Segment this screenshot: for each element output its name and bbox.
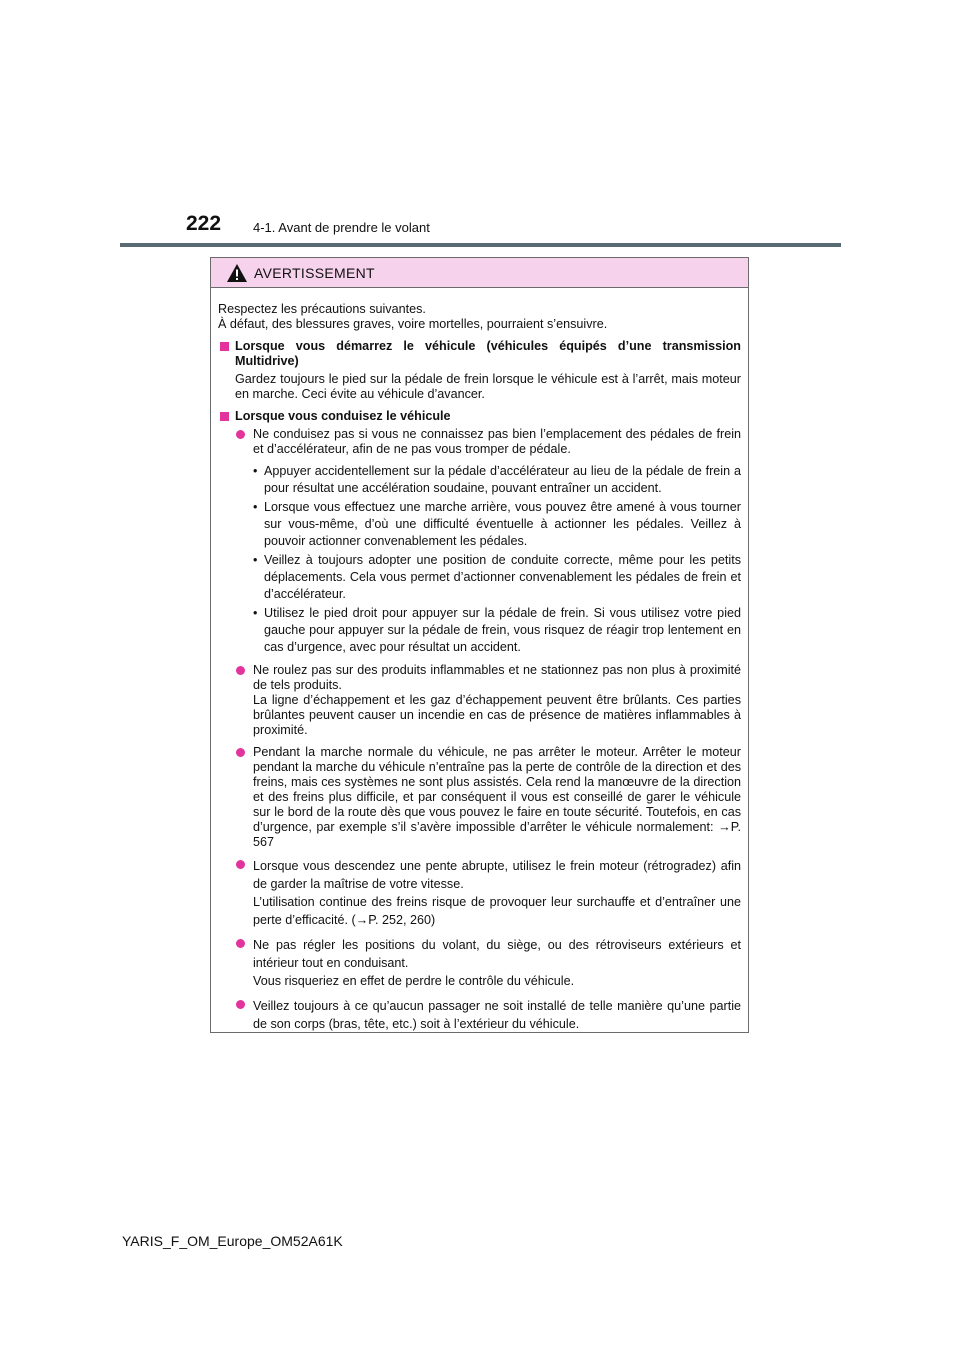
round-bullet-icon [236, 860, 245, 869]
round-bullet-icon [236, 748, 245, 757]
sub-item [218, 552, 741, 603]
sub-list [218, 463, 741, 656]
bullet-text: Vous risqueriez en effet de perdre le contrôle du véhicule. [253, 974, 575, 988]
warning-content [211, 288, 748, 1033]
sub-item [218, 499, 741, 550]
bullet-text: Ne roulez pas sur des produits inflammables et ne stationnez pas non plus à proximité de tels produits. [253, 663, 741, 692]
square-bullet-icon [220, 342, 229, 351]
bullet-text: L’utilisation continue des freins risque de provoquer leur surchauffe et d’entraîner une perte d’efficacité. (→P. 252, 260) [253, 895, 741, 927]
small-dot-icon: • [253, 500, 258, 514]
sub-item-text: Utilisez le pied droit pour appuyer sur la pédale de frein. Si vous utilisez votre pied gauche pour appuyer sur la pédale de frein, vous risquez de réagir trop lentement en cas d’urgence, avec pour résultat un accident. [264, 606, 741, 654]
intro-line: À défaut, des blessures graves, voire mortelles, pourraient s’ensuivre. [218, 317, 608, 331]
sub-item-text: Lorsque vous effectuez une marche arrière, vous pouvez être amené à vous tourner sur vous-même, d’où une difficulté éventuelle à actionner les pédales. Veillez à pouvoir actionner convenablement les pédales. [264, 500, 741, 548]
warning-title: AVERTISSEMENT [254, 264, 375, 281]
bullet-text: Lorsque vous descendez une pente abrupte, utilisez le frein moteur (rétrogradez) afin de garder la maîtrise de votre vitesse. [253, 859, 741, 891]
round-bullet-icon [236, 939, 245, 948]
section-heading-text: Lorsque vous conduisez le véhicule [235, 409, 451, 423]
warning-intro [218, 302, 741, 332]
list-item [218, 936, 741, 990]
section-heading-text: Lorsque vous démarrez le véhicule (véhicules équipés d’une transmission Multidrive) [235, 339, 741, 368]
small-dot-icon: • [253, 464, 258, 478]
bullet-text: Ne conduisez pas si vous ne connaissez pas bien l’emplacement des pédales de frein et d’accélérateur, afin de ne pas vous tromper de pédale. [253, 427, 741, 456]
list-item [218, 857, 741, 929]
section-starting [218, 339, 741, 402]
list-item [218, 427, 741, 457]
header-rule [120, 243, 841, 247]
round-bullet-icon [236, 430, 245, 439]
intro-line: Respectez les précautions suivantes. [218, 302, 426, 316]
section-heading [218, 339, 741, 369]
warning-box [210, 257, 749, 1033]
small-dot-icon: • [253, 606, 258, 620]
round-bullet-icon [236, 1000, 245, 1009]
list-item [218, 997, 741, 1033]
section-text: Gardez toujours le pied sur la pédale de frein lorsque le véhicule est à l’arrêt, mais moteur en marche. Ceci évite au véhicule d’avancer. [235, 372, 741, 401]
sub-item [218, 605, 741, 656]
section-driving [218, 409, 741, 1033]
bullet-text: Ne pas régler les positions du volant, du siège, ou des rétroviseurs extérieurs et intérieur tout en conduisant. [253, 938, 741, 970]
sub-item-text: Veillez à toujours adopter une position de conduite correcte, même pour les petits déplacements. Cela vous permet d’actionner convenablement les pédales de frein et d’accélérateur. [264, 553, 741, 601]
bullet-text: Pendant la marche normale du véhicule, ne pas arrêter le moteur. Arrêter le moteur pendant la marche du véhicule n’entraîne pas la perte de contrôle de la direction et des freins, mais ces systèmes ne sont plus assistés. Cela rend la manœuvre de la direction et des freins plus difficile, et par conséquent il vous est conseillé de garer le véhicule sur le bord de la route dès que vous pouvez le faire en toute sécurité. Toutefois, en cas d’urgence, par exemple s’il s’avère impossible d’arrêter le véhicule normalement: →P. 567 [253, 745, 741, 849]
round-bullet-icon [236, 666, 245, 675]
list-item [218, 745, 741, 850]
document-code: YARIS_F_OM_Europe_OM52A61K [122, 1233, 343, 1249]
section-title: 4-1. Avant de prendre le volant [253, 220, 430, 235]
warning-header [211, 258, 748, 288]
small-dot-icon: • [253, 553, 258, 567]
sub-item [218, 463, 741, 497]
square-bullet-icon [220, 412, 229, 421]
section-heading [218, 409, 741, 424]
sub-item-text: Appuyer accidentellement sur la pédale d’accélérateur au lieu de la pédale de frein a pour résultat une accélération soudaine, pouvant entraîner un accident. [264, 464, 741, 495]
bullet-text: La ligne d’échappement et les gaz d’échappement peuvent être brûlants. Ces parties brûlantes peuvent causer un incendie en cas de présence de matières inflammables à proximité. [253, 693, 741, 737]
bullet-text: Veillez toujours à ce qu’aucun passager ne soit installé de telle manière qu’une partie de son corps (bras, tête, etc.) soit à l’extérieur du véhicule. [253, 999, 741, 1031]
page-number: 222 [186, 212, 222, 235]
warning-triangle-icon [226, 263, 248, 283]
list-item [218, 663, 741, 738]
